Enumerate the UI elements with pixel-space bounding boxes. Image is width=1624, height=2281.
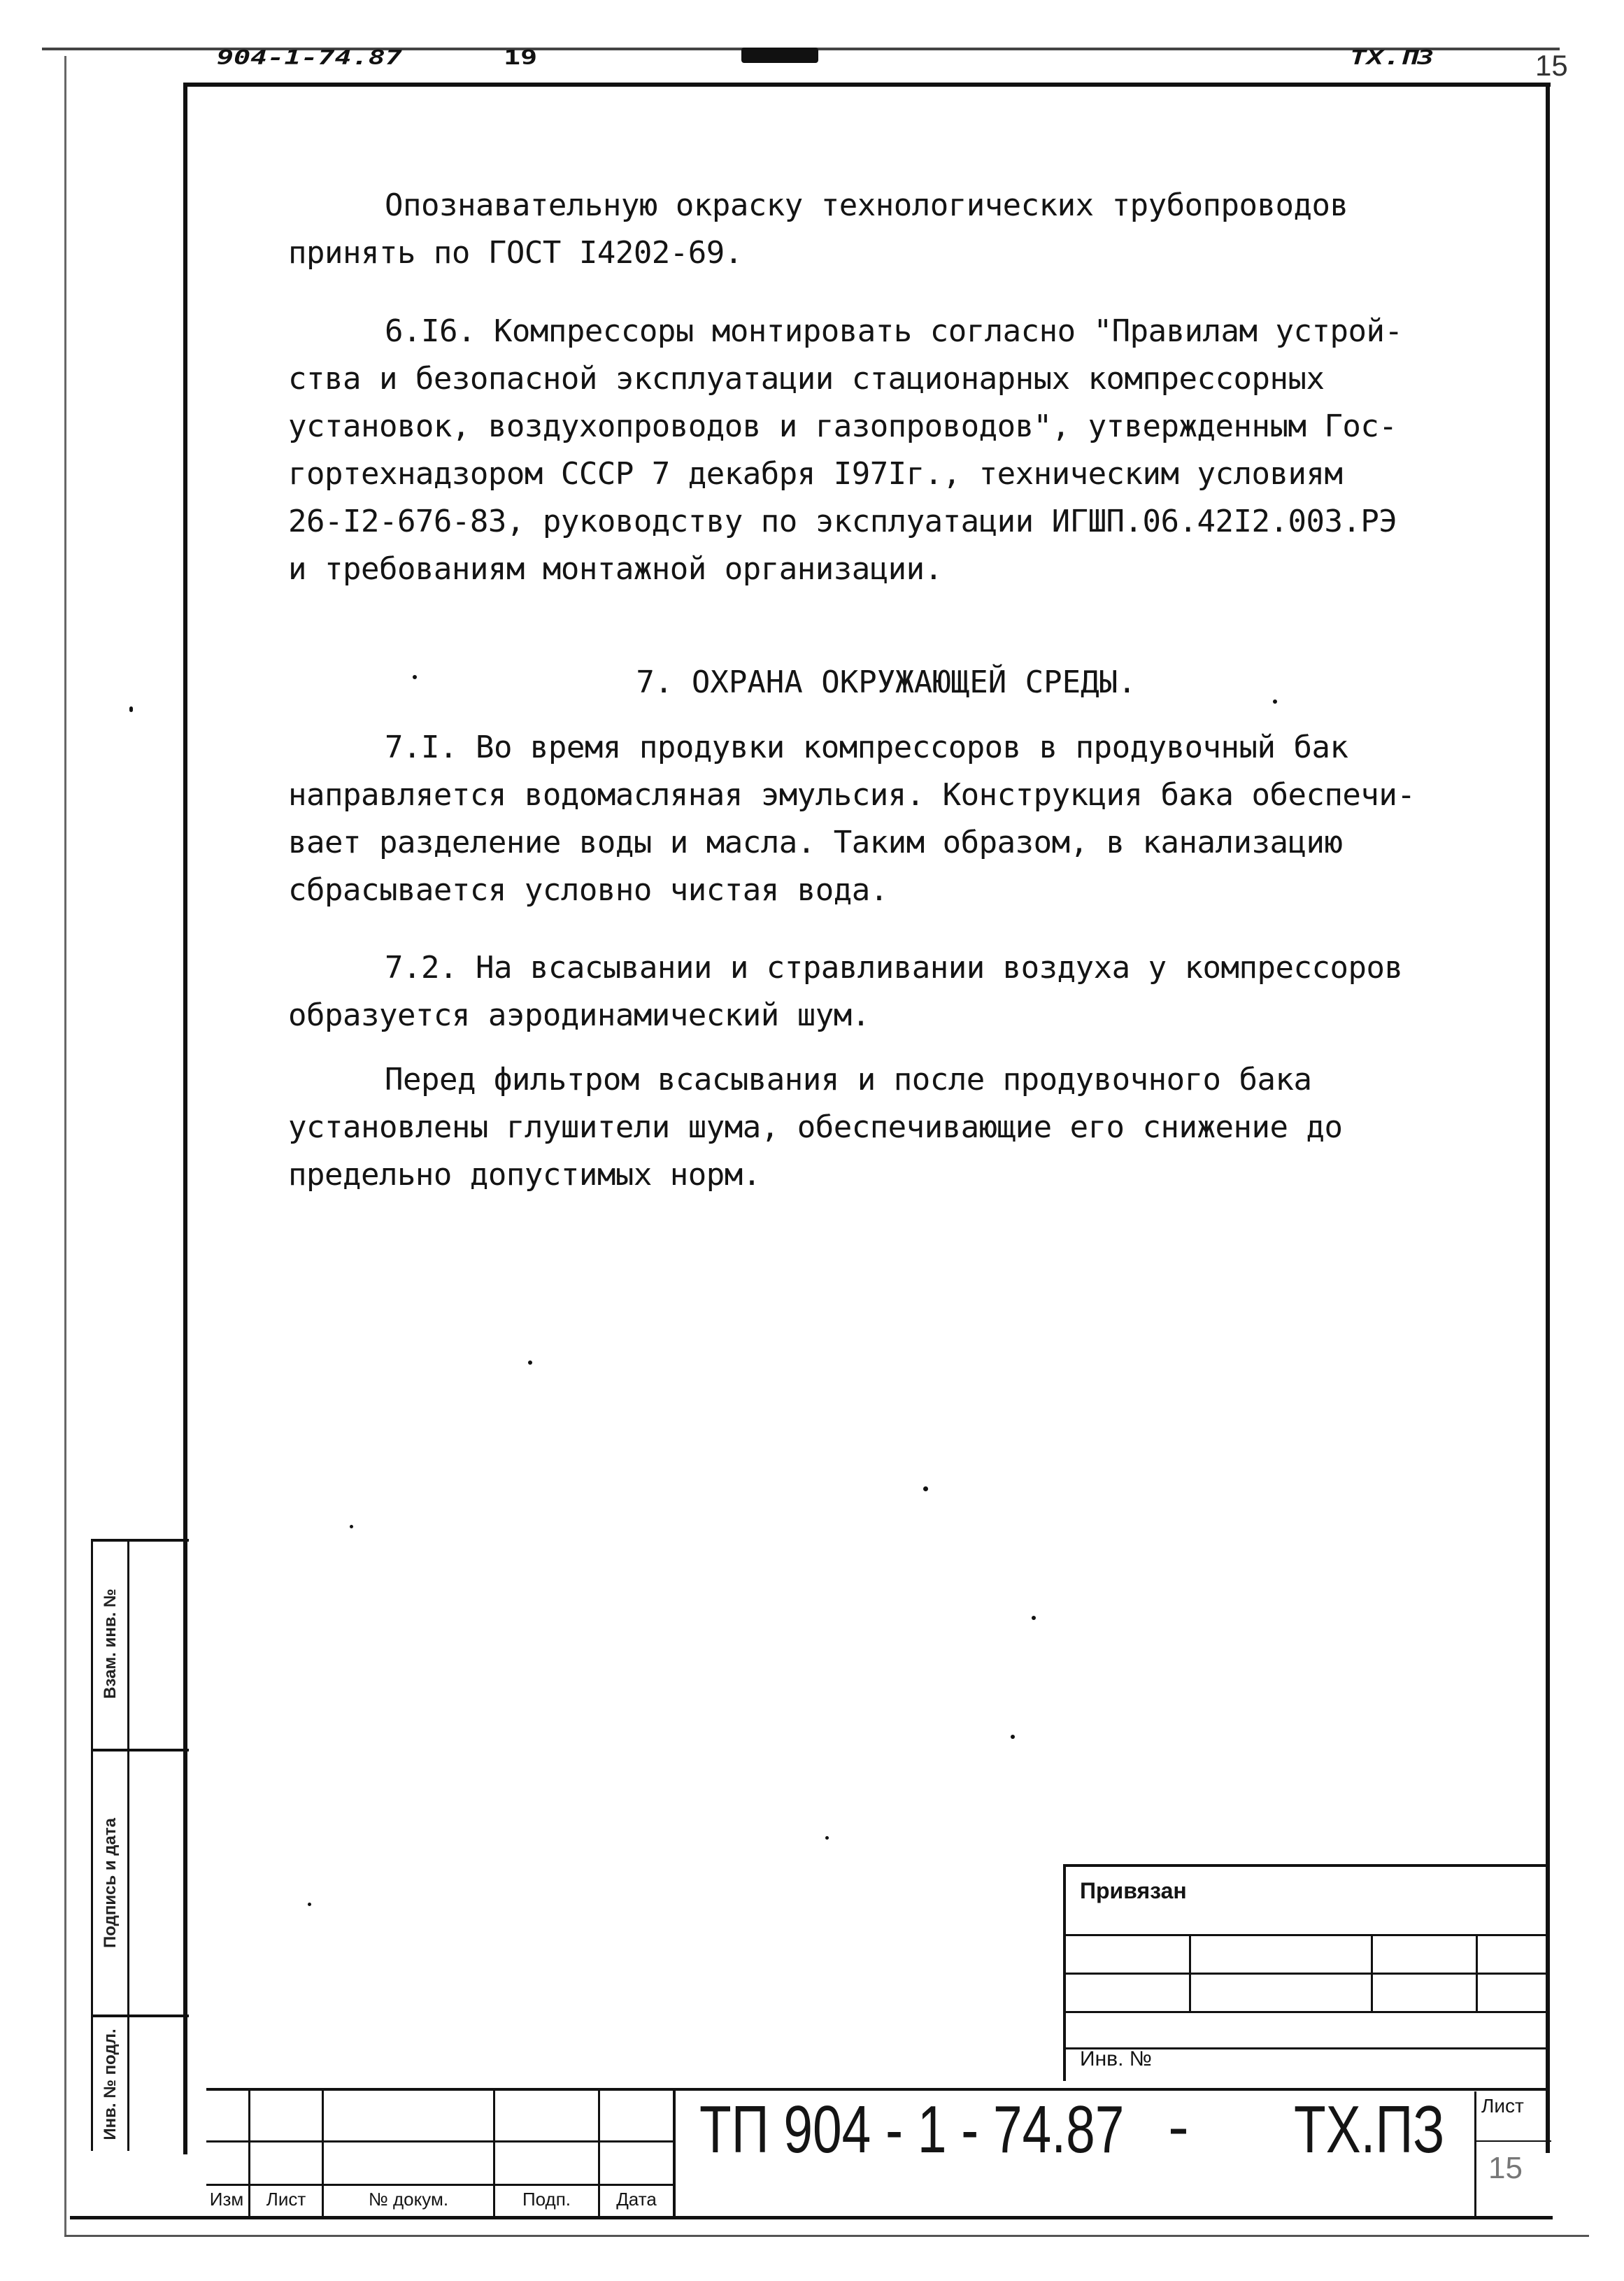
document-designation: ТП 904 - 1 - 74.87 [699,2092,1125,2167]
binding-inv-label: Инв. № [1080,2047,1152,2070]
title-block-mid [206,2140,675,2143]
paragraph-6-16: 6.I6. Компрессоры монтировать согласно "Правилам устрой- ства и безопасной эксплуатации стационарных компрессорных установок, воздухопроводов и газопроводов", утвержденным Гос- гортехнадзором СССР 7 декабря I97Iг., техническим условиям 26-I2-676-83, руководству по эксплуатации ИГШП.06.42I2.003.РЭ и требованиям монтажной организации. [288,313,1403,587]
outer-bottom-line [64,2235,1589,2237]
binding-stamp-top [1063,1864,1549,1867]
header-mark-left: 904-1-74.87 [217,46,402,70]
binding-col-2 [1371,1934,1373,2011]
scan-speck [308,1903,311,1906]
outer-left-line [64,56,66,2235]
paragraph-pipe-marking: Опознавательную окраску технологических трубопроводов принять по ГОСТ I4202-69. [288,187,1348,271]
paragraph-7-1: 7.I. Во время продувки компрессоров в продувочный бак направляется водомасляная эмульсия. Конструкция бака обеспечи- вает разделение воды и масла. Таким образом, в канализацию сбрасывается условно чистая вода. [288,730,1416,908]
frame-right-line [1546,83,1550,2153]
sheet-label: Лист [1481,2095,1524,2117]
binding-stamp [1063,1864,1549,2081]
scan-speck [129,706,133,712]
scan-speck [528,1360,532,1365]
label-inv-podl: Инв. № подл. [101,2028,120,2140]
scan-speck [413,675,417,679]
header-smudge [741,48,818,63]
frame-bottom-line [70,2216,1553,2219]
scan-speck [1032,1616,1036,1620]
scan-speck [923,1486,928,1491]
scan-speck [1011,1735,1015,1739]
header-mark-right: TX.ПЗ [1350,46,1434,70]
col-header-list: Лист [266,2189,306,2210]
header-strip [42,42,1568,84]
label-vzam-inv: Взам. инв. № [101,1589,120,1699]
binding-stamp-title: Привязан [1080,1878,1187,1903]
sheet-cell-divider [1474,2140,1551,2142]
col-header-podp: Подп. [522,2189,571,2210]
paragraph-noise-silencers: Перед фильтром всасывания и после продувочного бака установлены глушители шума, обеспечивающие его снижение до предельно допустимых норм. [288,1062,1343,1193]
section-heading-7: 7. ОХРАНА ОКРУЖАЮЩЕЙ СРЕДЫ. [636,665,1137,700]
scan-speck [350,1525,353,1528]
title-col-6 [1474,2091,1476,2216]
designation-dash: - [1168,2092,1189,2162]
col-header-data: Дата [616,2189,657,2210]
side-stamp [91,1539,196,2154]
scan-speck [825,1836,829,1840]
sheet-value: 15 [1488,2151,1523,2185]
binding-col-3 [1476,1934,1478,2011]
scan-speck [1273,699,1277,704]
header-mark-page: 19 [504,46,538,70]
document-code: ТХ.ПЗ [1294,2092,1445,2167]
col-header-dokum: № докум. [368,2189,449,2210]
label-podpis-data: Подпись и дата [101,1818,120,1948]
title-block-top [206,2088,1549,2091]
binding-row-3 [1063,2011,1549,2013]
col-header-izm: Изм [209,2189,244,2210]
frame-top-line [183,83,1551,87]
binding-col-1 [1189,1934,1191,2011]
corner-mark: 15 [1535,49,1568,82]
title-col-5 [673,2088,676,2216]
paragraph-7-2: 7.2. На всасывании и стравливании воздуха у компрессоров образуется аэродинамический шум. [288,950,1403,1033]
